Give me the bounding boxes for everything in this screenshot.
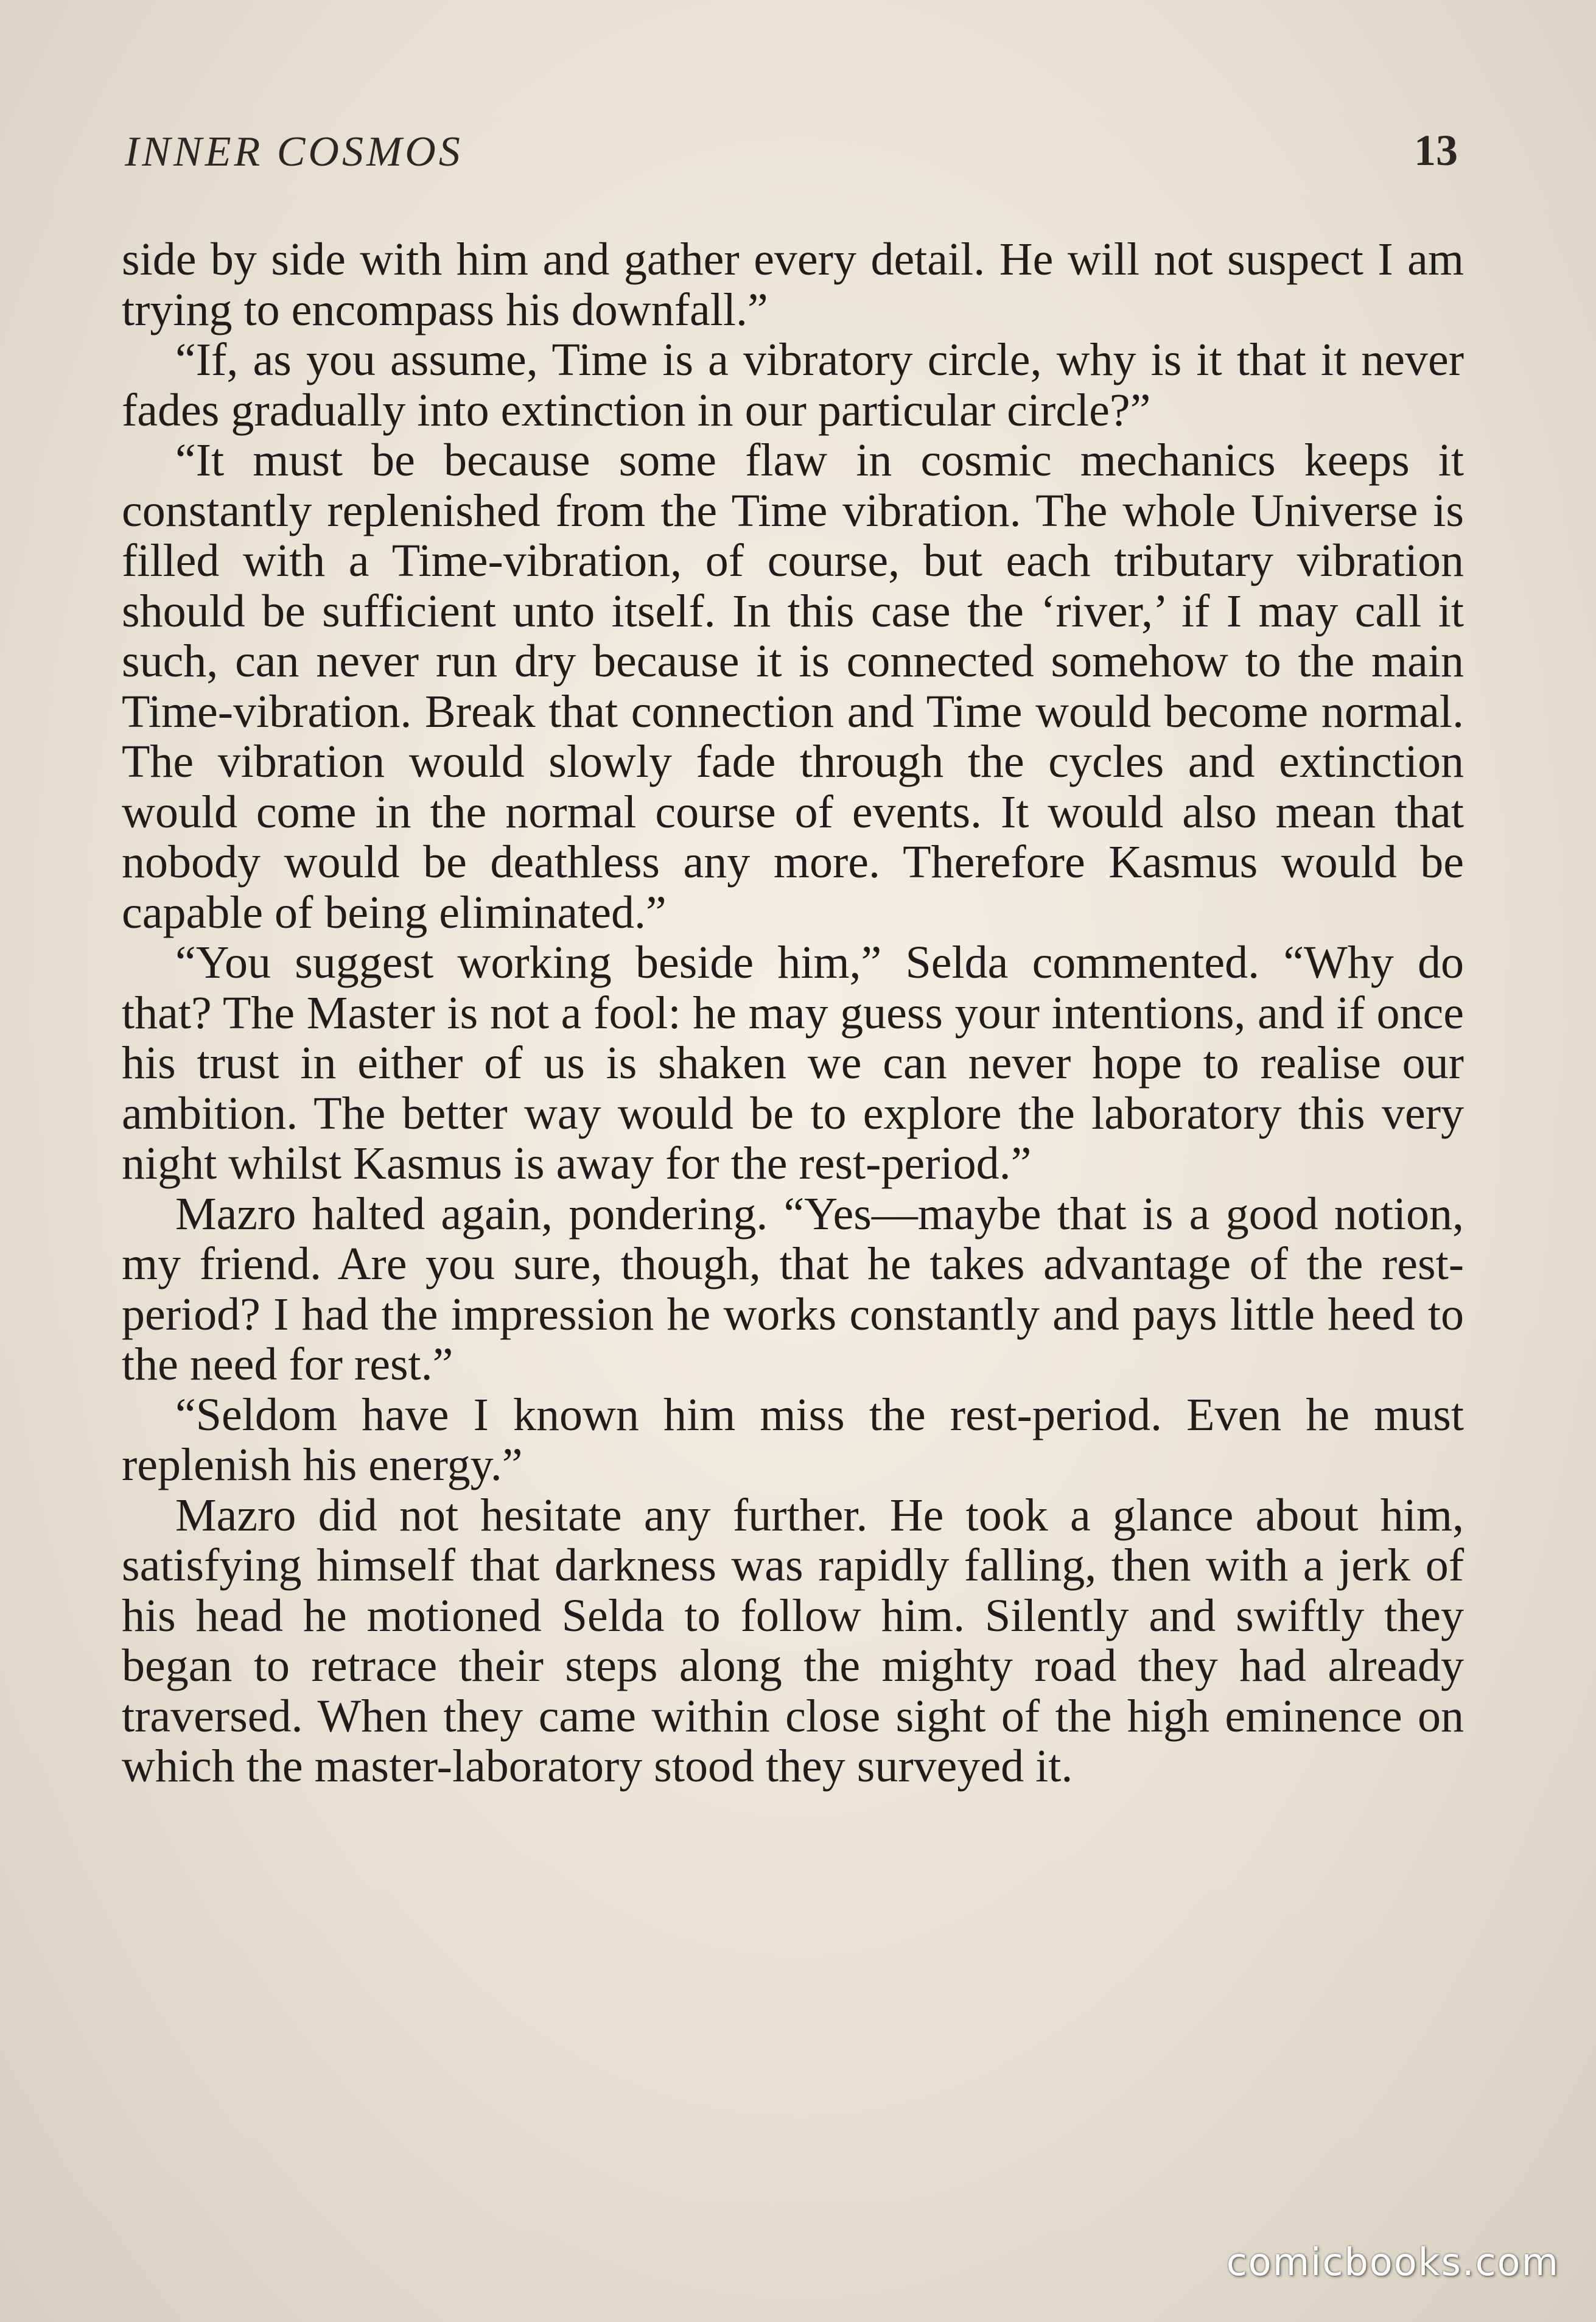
paragraph: “It must be because some flaw in cosmic mechanics keeps it constantly replenished from the Time vibration. The whole Universe is filled with a Time-vibration, of course, but each tributary vibration should be sufficient unto itself. In this case the ‘river,’ if I may call it such, can never run dry because it is connected somehow to the main Time-vibration. Break that connection and Time would become normal. The vibration would slowly fade through the cycles and extinction would come in the normal course of events. It would also mean that nobody would be deathless any more. Therefore Kasmus would be capable of being eliminated.” bbox=[122, 435, 1464, 938]
paragraph: “Seldom have I known him miss the rest-period. Even he must replenish his energy.” bbox=[122, 1389, 1464, 1490]
paragraph: Mazro halted again, pondering. “Yes—maybe that is a good notion, my friend. Are you sure, though, that he takes advantage of the rest-period? I had the impression he works constantly and pays little heed to the need for rest.” bbox=[122, 1188, 1464, 1390]
body-text bbox=[122, 234, 1464, 1792]
running-head bbox=[125, 122, 1458, 189]
running-title: INNER COSMOS bbox=[125, 128, 463, 175]
paragraph: “You suggest working beside him,” Selda commented. “Why do that? The Master is not a fool: he may guess your intentions, and if once his trust in either of us is shaken we can never hope to realise our ambition. The better way would be to explore the laboratory this very night whilst Kasmus is away for the rest-period.” bbox=[122, 937, 1464, 1189]
paragraph: Mazro did not hesitate any further. He took a glance about him, satisfying himself that darkness was rapidly falling, then with a jerk of his head he motioned Selda to follow him. Silently and swiftly they began to retrace their steps along the mighty road they had already traversed. When they came within close sight of the high eminence on which the master-laboratory stood they surveyed it. bbox=[122, 1489, 1464, 1792]
page-number: 13 bbox=[1414, 126, 1458, 175]
paragraph: side by side with him and gather every detail. He will not suspect I am trying to encompass his downfall.” bbox=[122, 234, 1464, 335]
paragraph: “If, as you assume, Time is a vibratory circle, why is it that it never fades gradually into extinction in our particular circle?” bbox=[122, 334, 1464, 436]
watermark: comicbooks.com bbox=[1226, 2240, 1559, 2284]
